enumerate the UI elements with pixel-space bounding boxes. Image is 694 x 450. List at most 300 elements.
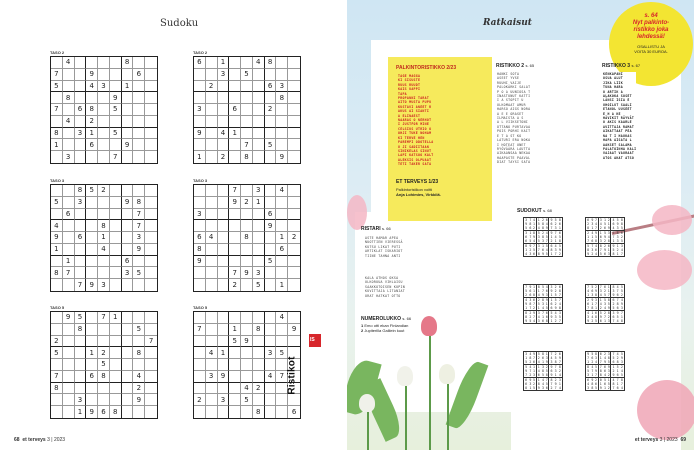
- sudoku-cell[interactable]: 6: [194, 232, 206, 244]
- sudoku-cell[interactable]: [51, 324, 63, 336]
- sudoku-cell[interactable]: 7: [63, 267, 75, 279]
- sudoku-cell[interactable]: [218, 92, 230, 104]
- sudoku-cell[interactable]: [206, 256, 218, 268]
- sudoku-cell[interactable]: [75, 116, 87, 128]
- sudoku-cell[interactable]: [133, 312, 145, 324]
- sudoku-cell[interactable]: [229, 69, 241, 81]
- sudoku-cell[interactable]: [229, 116, 241, 128]
- sudoku-cell[interactable]: [133, 139, 145, 151]
- sudoku-cell[interactable]: [145, 116, 157, 128]
- sudoku-cell[interactable]: [206, 69, 218, 81]
- sudoku-cell[interactable]: [276, 104, 288, 116]
- sudoku-cell[interactable]: [51, 394, 63, 406]
- sudoku-grid[interactable]: [193, 184, 301, 292]
- sudoku-cell[interactable]: [63, 232, 75, 244]
- sudoku-cell[interactable]: [194, 347, 206, 359]
- sudoku-cell[interactable]: [75, 92, 87, 104]
- sudoku-cell[interactable]: [241, 244, 253, 256]
- sudoku-cell[interactable]: [194, 185, 206, 197]
- sudoku-cell[interactable]: [86, 267, 98, 279]
- sudoku-cell[interactable]: [265, 394, 277, 406]
- sudoku-cell[interactable]: [110, 69, 122, 81]
- sudoku-cell[interactable]: [229, 151, 241, 163]
- sudoku-cell[interactable]: [206, 116, 218, 128]
- sudoku-cell[interactable]: [110, 232, 122, 244]
- sudoku-cell[interactable]: 1: [218, 57, 230, 69]
- sudoku-cell[interactable]: [51, 256, 63, 268]
- sudoku-cell[interactable]: [63, 324, 75, 336]
- sudoku-cell[interactable]: [75, 256, 87, 268]
- sudoku-cell[interactable]: [51, 116, 63, 128]
- sudoku-cell[interactable]: 7: [194, 324, 206, 336]
- sudoku-cell[interactable]: 6: [63, 209, 75, 221]
- sudoku-cell[interactable]: [145, 394, 157, 406]
- sudoku-cell[interactable]: 9: [133, 244, 145, 256]
- sudoku-cell[interactable]: [122, 116, 134, 128]
- sudoku-cell[interactable]: [63, 139, 75, 151]
- sudoku-cell[interactable]: 9: [86, 279, 98, 291]
- sudoku-cell[interactable]: [145, 312, 157, 324]
- sudoku-cell[interactable]: [145, 406, 157, 418]
- sudoku-cell[interactable]: [98, 116, 110, 128]
- sudoku-cell[interactable]: 5: [75, 312, 87, 324]
- sudoku-cell[interactable]: 5: [241, 69, 253, 81]
- sudoku-cell[interactable]: [229, 347, 241, 359]
- sudoku-cell[interactable]: 9: [241, 267, 253, 279]
- sudoku-cell[interactable]: [253, 312, 265, 324]
- sudoku-cell[interactable]: [145, 139, 157, 151]
- sudoku-cell[interactable]: 2: [253, 383, 265, 395]
- sudoku-cell[interactable]: [241, 92, 253, 104]
- sudoku-cell[interactable]: [122, 394, 134, 406]
- sudoku-cell[interactable]: [194, 92, 206, 104]
- sudoku-cell[interactable]: [86, 209, 98, 221]
- sudoku-cell[interactable]: [86, 232, 98, 244]
- sudoku-cell[interactable]: 6: [291, 408, 297, 417]
- sudoku-cell[interactable]: [253, 220, 265, 232]
- sudoku-cell[interactable]: 8: [110, 406, 122, 418]
- sudoku-cell[interactable]: 6: [75, 232, 87, 244]
- sudoku-cell[interactable]: [86, 312, 98, 324]
- sudoku-cell[interactable]: 3: [75, 394, 87, 406]
- sudoku-cell[interactable]: 2: [218, 151, 230, 163]
- sudoku-cell[interactable]: [253, 116, 265, 128]
- sudoku-cell[interactable]: [75, 371, 87, 383]
- sudoku-cell[interactable]: 9: [194, 128, 206, 140]
- sudoku-cell[interactable]: 1: [51, 139, 63, 151]
- sudoku-cell[interactable]: [145, 92, 157, 104]
- sudoku-cell[interactable]: [110, 324, 122, 336]
- sudoku-cell[interactable]: 6: [122, 256, 134, 268]
- sudoku-cell[interactable]: 9: [122, 197, 134, 209]
- sudoku-cell[interactable]: 5: [51, 197, 63, 209]
- sudoku-cell[interactable]: [218, 220, 230, 232]
- sudoku-cell[interactable]: 5: [229, 336, 241, 348]
- sudoku-cell[interactable]: 6: [133, 69, 145, 81]
- sudoku-cell[interactable]: 7: [145, 336, 157, 348]
- sudoku-cell[interactable]: 4: [241, 383, 253, 395]
- sudoku-cell[interactable]: [110, 371, 122, 383]
- sudoku-cell[interactable]: [110, 220, 122, 232]
- sudoku-cell[interactable]: [229, 209, 241, 221]
- sudoku-cell[interactable]: [63, 359, 75, 371]
- sudoku-cell[interactable]: [145, 185, 157, 197]
- sudoku-cell[interactable]: [206, 267, 218, 279]
- sudoku-cell[interactable]: 3: [206, 371, 218, 383]
- sudoku-cell[interactable]: 4: [253, 57, 265, 69]
- sudoku-cell[interactable]: [98, 57, 110, 69]
- sudoku-cell[interactable]: 3: [98, 279, 110, 291]
- sudoku-cell[interactable]: [253, 336, 265, 348]
- sudoku-cell[interactable]: [276, 324, 288, 336]
- sudoku-cell[interactable]: [265, 232, 277, 244]
- sudoku-cell[interactable]: 7: [229, 185, 241, 197]
- sudoku-cell[interactable]: 7: [133, 220, 145, 232]
- sudoku-cell[interactable]: [265, 185, 277, 197]
- sudoku-cell[interactable]: 8: [253, 324, 265, 336]
- sudoku-cell[interactable]: 9: [86, 69, 98, 81]
- sudoku-cell[interactable]: [229, 359, 241, 371]
- sudoku-cell[interactable]: [110, 57, 122, 69]
- sudoku-cell[interactable]: [122, 232, 134, 244]
- sudoku-cell[interactable]: [288, 57, 300, 69]
- sudoku-cell[interactable]: 7: [110, 151, 122, 163]
- sudoku-cell[interactable]: 7: [51, 104, 63, 116]
- sudoku-cell[interactable]: [86, 256, 98, 268]
- sudoku-cell[interactable]: [75, 347, 87, 359]
- sudoku-cell[interactable]: [288, 267, 300, 279]
- sudoku-cell[interactable]: 2: [98, 347, 110, 359]
- sudoku-cell[interactable]: [110, 267, 122, 279]
- sudoku-cell[interactable]: 9: [86, 406, 98, 418]
- sudoku-cell[interactable]: [218, 232, 230, 244]
- sudoku-cell[interactable]: [265, 267, 277, 279]
- sudoku-cell[interactable]: [194, 279, 206, 291]
- sudoku-cell[interactable]: 3: [276, 81, 288, 93]
- sudoku-cell[interactable]: [265, 359, 277, 371]
- sudoku-cell[interactable]: [288, 116, 300, 128]
- sudoku-cell[interactable]: [122, 359, 134, 371]
- sudoku-cell[interactable]: [194, 267, 206, 279]
- sudoku-cell[interactable]: [145, 57, 157, 69]
- sudoku-grid[interactable]: [193, 56, 301, 164]
- sudoku-cell[interactable]: [253, 128, 265, 140]
- sudoku-cell[interactable]: [86, 324, 98, 336]
- sudoku-cell[interactable]: [194, 81, 206, 93]
- sudoku-cell[interactable]: [288, 185, 300, 197]
- sudoku-cell[interactable]: [133, 185, 145, 197]
- sudoku-cell[interactable]: [229, 371, 241, 383]
- sudoku-cell[interactable]: 3: [218, 69, 230, 81]
- sudoku-cell[interactable]: [122, 69, 134, 81]
- sudoku-cell[interactable]: [145, 371, 157, 383]
- sudoku-cell[interactable]: [51, 92, 63, 104]
- sudoku-cell[interactable]: [288, 336, 300, 348]
- sudoku-grid[interactable]: [50, 184, 158, 292]
- sudoku-cell[interactable]: [276, 220, 288, 232]
- sudoku-cell[interactable]: [288, 128, 300, 140]
- sudoku-grid[interactable]: [50, 56, 158, 164]
- sudoku-cell[interactable]: 7: [229, 267, 241, 279]
- sudoku-cell[interactable]: [75, 81, 87, 93]
- sudoku-cell[interactable]: [206, 185, 218, 197]
- sudoku-cell[interactable]: 6: [265, 209, 277, 221]
- sudoku-cell[interactable]: [206, 92, 218, 104]
- sudoku-cell[interactable]: 3: [194, 104, 206, 116]
- sudoku-cell[interactable]: [75, 209, 87, 221]
- sudoku-cell[interactable]: [241, 371, 253, 383]
- sudoku-cell[interactable]: 1: [229, 128, 241, 140]
- sudoku-cell[interactable]: 8: [98, 371, 110, 383]
- sudoku-cell[interactable]: 8: [51, 128, 63, 140]
- sudoku-cell[interactable]: [288, 81, 300, 93]
- sudoku-cell[interactable]: [75, 267, 87, 279]
- sudoku-cell[interactable]: [288, 197, 300, 209]
- sudoku-cell[interactable]: [110, 394, 122, 406]
- sudoku-cell[interactable]: 1: [253, 197, 265, 209]
- sudoku-cell[interactable]: [218, 312, 230, 324]
- sudoku-cell[interactable]: 2: [229, 279, 241, 291]
- sudoku-cell[interactable]: [133, 359, 145, 371]
- sudoku-cell[interactable]: [51, 406, 63, 418]
- sudoku-cell[interactable]: [241, 220, 253, 232]
- sudoku-cell[interactable]: [288, 256, 300, 268]
- sudoku-cell[interactable]: [194, 312, 206, 324]
- sudoku-cell[interactable]: [265, 312, 277, 324]
- sudoku-cell[interactable]: 6: [265, 81, 277, 93]
- sudoku-cell[interactable]: [122, 151, 134, 163]
- sudoku-cell[interactable]: [145, 128, 157, 140]
- sudoku-cell[interactable]: [63, 383, 75, 395]
- sudoku-cell[interactable]: [145, 347, 157, 359]
- sudoku-cell[interactable]: 2: [51, 336, 63, 348]
- sudoku-cell[interactable]: [86, 359, 98, 371]
- sudoku-cell[interactable]: [218, 139, 230, 151]
- sudoku-cell[interactable]: [75, 359, 87, 371]
- sudoku-cell[interactable]: 6: [98, 406, 110, 418]
- sudoku-cell[interactable]: [98, 128, 110, 140]
- sudoku-cell[interactable]: 9: [110, 92, 122, 104]
- sudoku-cell[interactable]: [229, 139, 241, 151]
- sudoku-cell[interactable]: [110, 81, 122, 93]
- sudoku-cell[interactable]: [86, 244, 98, 256]
- sudoku-cell[interactable]: 6: [276, 244, 288, 256]
- sudoku-cell[interactable]: 1: [51, 244, 63, 256]
- sudoku-cell[interactable]: [98, 92, 110, 104]
- sudoku-cell[interactable]: 1: [110, 312, 122, 324]
- sudoku-cell[interactable]: [63, 69, 75, 81]
- sudoku-cell[interactable]: 8: [51, 383, 63, 395]
- sudoku-cell[interactable]: [75, 139, 87, 151]
- sudoku-cell[interactable]: [229, 312, 241, 324]
- sudoku-cell[interactable]: 3: [265, 347, 277, 359]
- sudoku-cell[interactable]: 5: [133, 267, 145, 279]
- sudoku-cell[interactable]: 8: [241, 232, 253, 244]
- sudoku-cell[interactable]: [253, 81, 265, 93]
- sudoku-cell[interactable]: 1: [194, 151, 206, 163]
- sudoku-cell[interactable]: [51, 151, 63, 163]
- sudoku-cell[interactable]: [98, 383, 110, 395]
- sudoku-cell[interactable]: 8: [253, 406, 265, 418]
- sudoku-cell[interactable]: [276, 336, 288, 348]
- sudoku-cell[interactable]: [206, 312, 218, 324]
- sudoku-cell[interactable]: [241, 324, 253, 336]
- sudoku-cell[interactable]: [63, 336, 75, 348]
- sudoku-cell[interactable]: 7: [51, 371, 63, 383]
- sudoku-cell[interactable]: [122, 209, 134, 221]
- sudoku-cell[interactable]: [206, 197, 218, 209]
- sudoku-cell[interactable]: 9: [276, 151, 288, 163]
- sudoku-cell[interactable]: 9: [218, 371, 230, 383]
- sudoku-cell[interactable]: [145, 232, 157, 244]
- sudoku-cell[interactable]: [110, 209, 122, 221]
- sudoku-cell[interactable]: 1: [98, 232, 110, 244]
- sudoku-cell[interactable]: [288, 69, 300, 81]
- sudoku-cell[interactable]: [206, 406, 218, 418]
- sudoku-cell[interactable]: 5: [110, 128, 122, 140]
- sudoku-cell[interactable]: [229, 244, 241, 256]
- sudoku-cell[interactable]: 7: [276, 371, 288, 383]
- sudoku-cell[interactable]: [86, 197, 98, 209]
- sudoku-cell[interactable]: 1: [276, 232, 288, 244]
- sudoku-cell[interactable]: [253, 69, 265, 81]
- sudoku-cell[interactable]: [288, 312, 300, 324]
- sudoku-cell[interactable]: 1: [86, 128, 98, 140]
- sudoku-cell[interactable]: 7: [133, 209, 145, 221]
- sudoku-cell[interactable]: [288, 394, 300, 406]
- sudoku-cell[interactable]: [86, 394, 98, 406]
- sudoku-cell[interactable]: [122, 244, 134, 256]
- sudoku-cell[interactable]: 5: [51, 347, 63, 359]
- sudoku-cell[interactable]: [145, 151, 157, 163]
- sudoku-cell[interactable]: [218, 406, 230, 418]
- sudoku-cell[interactable]: [218, 185, 230, 197]
- sudoku-cell[interactable]: 3: [122, 267, 134, 279]
- sudoku-cell[interactable]: [122, 383, 134, 395]
- sudoku-cell[interactable]: 5: [241, 394, 253, 406]
- sudoku-cell[interactable]: 3: [63, 151, 75, 163]
- sudoku-cell[interactable]: [265, 279, 277, 291]
- sudoku-cell[interactable]: [206, 279, 218, 291]
- sudoku-cell[interactable]: 9: [51, 232, 63, 244]
- sudoku-cell[interactable]: 9: [122, 139, 134, 151]
- sudoku-cell[interactable]: [194, 383, 206, 395]
- sudoku-cell[interactable]: [218, 81, 230, 93]
- sudoku-cell[interactable]: [122, 128, 134, 140]
- sudoku-cell[interactable]: [122, 347, 134, 359]
- sudoku-cell[interactable]: [145, 244, 157, 256]
- sudoku-cell[interactable]: [122, 336, 134, 348]
- sudoku-cell[interactable]: [51, 359, 63, 371]
- sudoku-cell[interactable]: [110, 383, 122, 395]
- sudoku-cell[interactable]: [63, 104, 75, 116]
- sudoku-cell[interactable]: 3: [253, 185, 265, 197]
- sudoku-cell[interactable]: 2: [241, 197, 253, 209]
- sudoku-cell[interactable]: 8: [122, 57, 134, 69]
- sudoku-cell[interactable]: [265, 128, 277, 140]
- sudoku-cell[interactable]: 2: [206, 81, 218, 93]
- sudoku-cell[interactable]: [288, 151, 300, 163]
- sudoku-cell[interactable]: [206, 57, 218, 69]
- sudoku-cell[interactable]: [206, 151, 218, 163]
- sudoku-cell[interactable]: [276, 406, 288, 418]
- sudoku-cell[interactable]: 9: [133, 394, 145, 406]
- sudoku-cell[interactable]: [241, 185, 253, 197]
- sudoku-cell[interactable]: [63, 279, 75, 291]
- sudoku-cell[interactable]: [253, 92, 265, 104]
- sudoku-cell[interactable]: 8: [63, 92, 75, 104]
- sudoku-cell[interactable]: [194, 371, 206, 383]
- sudoku-cell[interactable]: 4: [276, 185, 288, 197]
- sudoku-cell[interactable]: 3: [75, 197, 87, 209]
- sudoku-cell[interactable]: [122, 220, 134, 232]
- sudoku-cell[interactable]: [145, 104, 157, 116]
- sudoku-cell[interactable]: [241, 57, 253, 69]
- sudoku-cell[interactable]: [241, 279, 253, 291]
- sudoku-cell[interactable]: [145, 267, 157, 279]
- sudoku-cell[interactable]: [288, 92, 300, 104]
- sudoku-cell[interactable]: [241, 116, 253, 128]
- sudoku-cell[interactable]: 5: [265, 256, 277, 268]
- sudoku-cell[interactable]: 1: [122, 81, 134, 93]
- sudoku-cell[interactable]: [75, 151, 87, 163]
- sudoku-cell[interactable]: [218, 279, 230, 291]
- sudoku-cell[interactable]: [63, 347, 75, 359]
- sudoku-cell[interactable]: [206, 394, 218, 406]
- sudoku-cell[interactable]: 5: [51, 81, 63, 93]
- sudoku-cell[interactable]: [229, 57, 241, 69]
- sudoku-cell[interactable]: [276, 209, 288, 221]
- sudoku-cell[interactable]: 2: [98, 185, 110, 197]
- sudoku-cell[interactable]: [145, 197, 157, 209]
- sudoku-cell[interactable]: [241, 359, 253, 371]
- sudoku-cell[interactable]: [218, 209, 230, 221]
- sudoku-cell[interactable]: 9: [241, 336, 253, 348]
- sudoku-cell[interactable]: [276, 128, 288, 140]
- sudoku-cell[interactable]: [145, 69, 157, 81]
- sudoku-cell[interactable]: 4: [98, 244, 110, 256]
- sudoku-cell[interactable]: [265, 324, 277, 336]
- sudoku-cell[interactable]: [98, 267, 110, 279]
- sudoku-cell[interactable]: [265, 197, 277, 209]
- sudoku-cell[interactable]: [145, 220, 157, 232]
- sudoku-cell[interactable]: [253, 151, 265, 163]
- sudoku-cell[interactable]: [218, 116, 230, 128]
- sudoku-cell[interactable]: [194, 406, 206, 418]
- sudoku-cell[interactable]: 4: [63, 116, 75, 128]
- sudoku-cell[interactable]: 5: [98, 359, 110, 371]
- sudoku-cell[interactable]: [145, 279, 157, 291]
- sudoku-cell[interactable]: [265, 116, 277, 128]
- sudoku-cell[interactable]: [253, 104, 265, 116]
- sudoku-cell[interactable]: [51, 312, 63, 324]
- sudoku-cell[interactable]: [253, 209, 265, 221]
- sudoku-cell[interactable]: [98, 197, 110, 209]
- sudoku-cell[interactable]: 2: [288, 232, 300, 244]
- sudoku-cell[interactable]: [122, 324, 134, 336]
- sudoku-cell[interactable]: [122, 312, 134, 324]
- sudoku-cell[interactable]: 8: [241, 151, 253, 163]
- sudoku-cell[interactable]: [51, 185, 63, 197]
- sudoku-cell[interactable]: [194, 197, 206, 209]
- sudoku-cell[interactable]: [145, 383, 157, 395]
- sudoku-cell[interactable]: [110, 279, 122, 291]
- sudoku-cell[interactable]: [63, 128, 75, 140]
- sudoku-cell[interactable]: 6: [86, 371, 98, 383]
- sudoku-cell[interactable]: [241, 128, 253, 140]
- sudoku-cell[interactable]: [218, 359, 230, 371]
- sudoku-cell[interactable]: [276, 116, 288, 128]
